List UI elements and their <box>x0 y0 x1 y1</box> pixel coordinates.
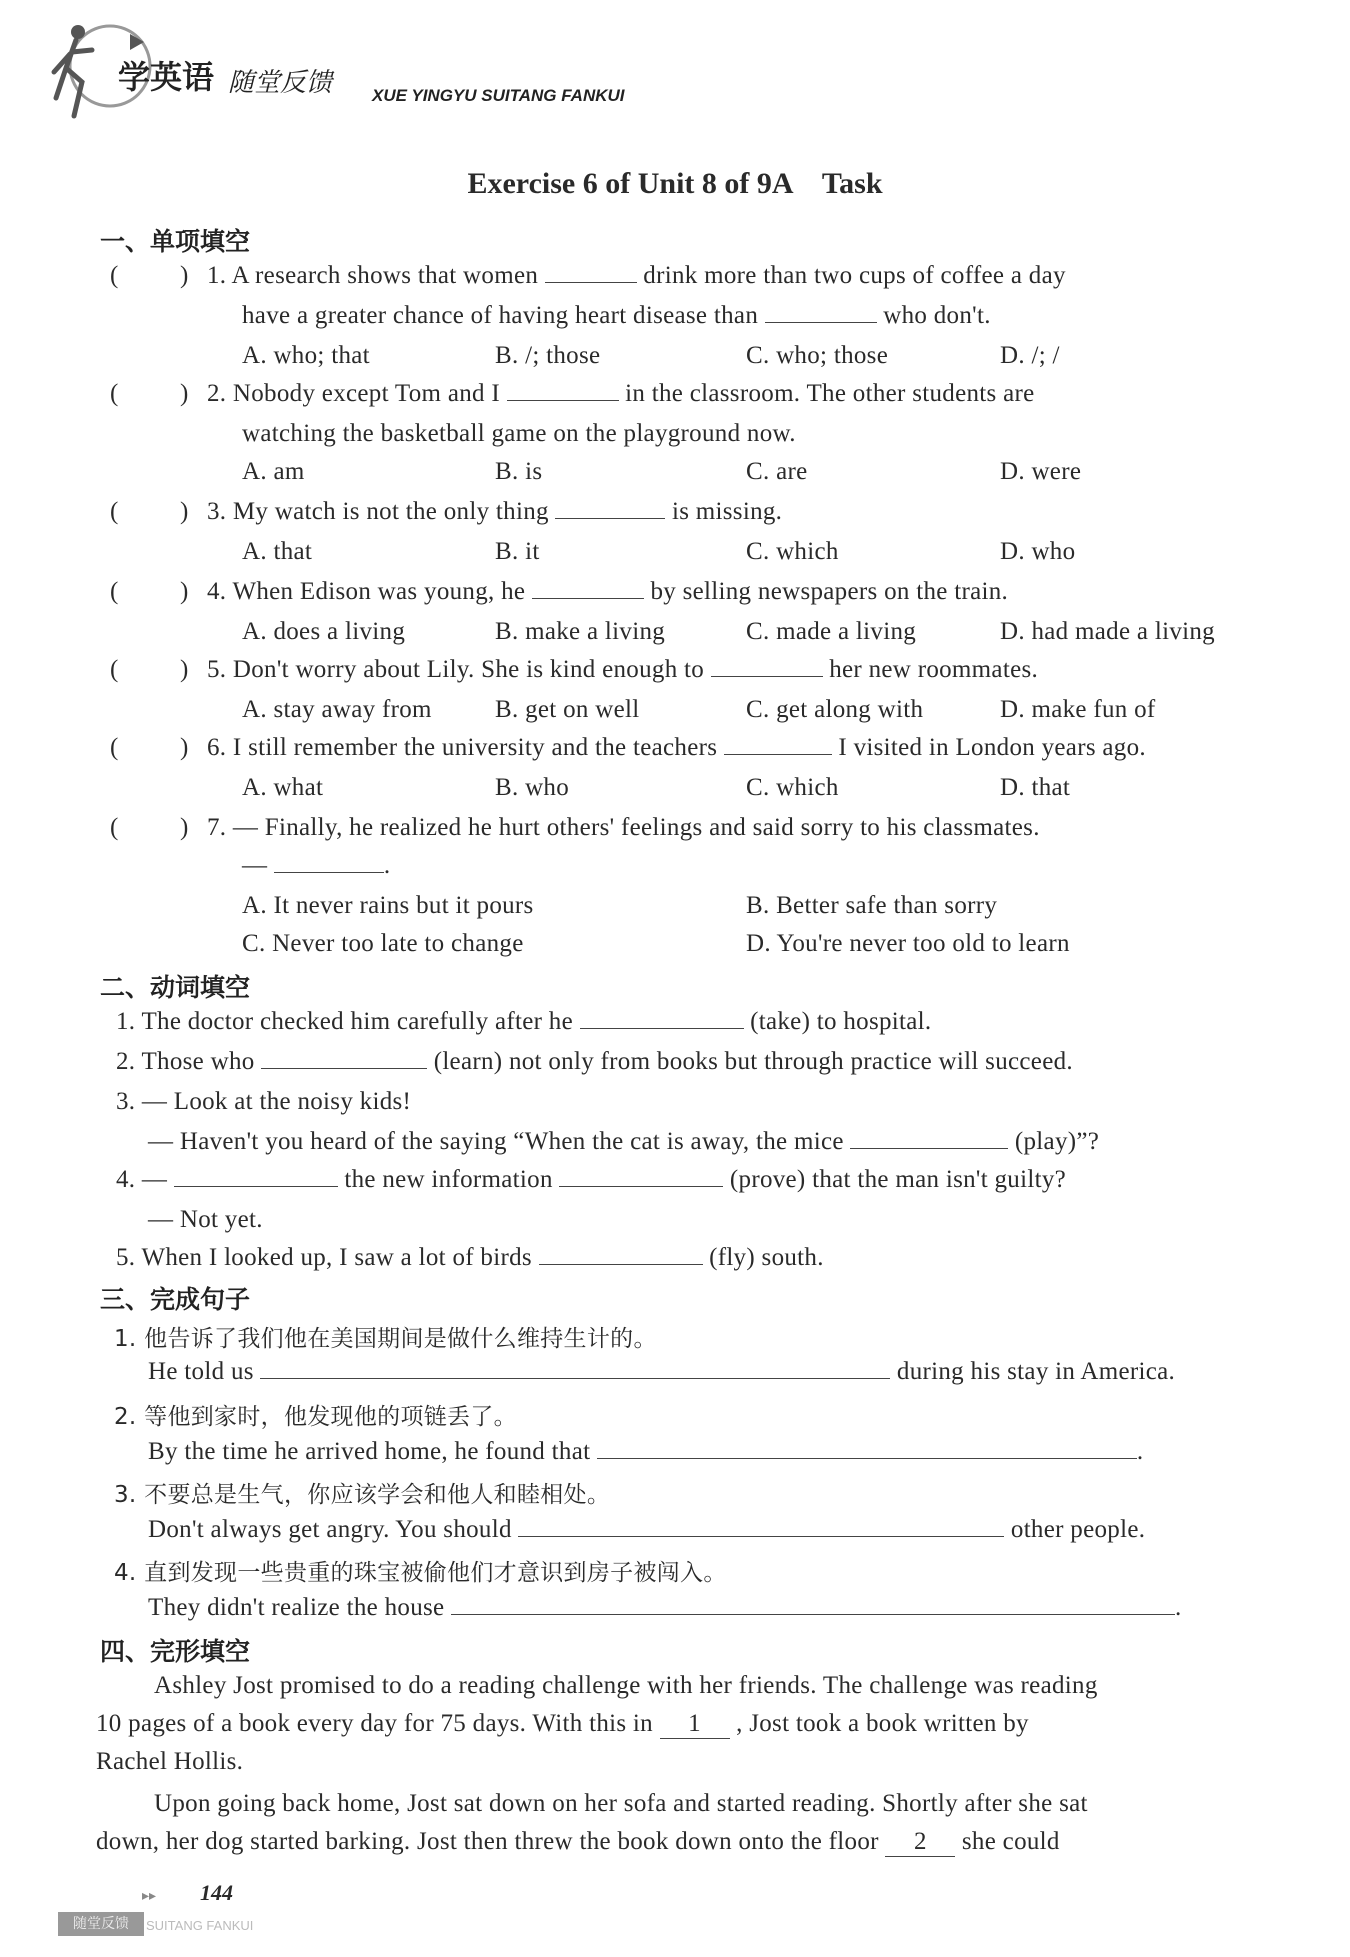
question-7: 7. — Finally, he realized he hurt others' feelings and said sorry to his classmates. <box>207 814 1040 841</box>
option-c: C. made a living <box>746 618 917 645</box>
option-d: D. were <box>1000 458 1082 485</box>
sentence-2-en: By the time he arrived home, he found that . <box>148 1438 1144 1465</box>
cloze-line-4: Upon going back home, Jost sat down on her sofa and started reading. Shortly after she sat <box>154 1790 1088 1817</box>
sentence-1-en: He told us during his stay in America. <box>148 1358 1176 1385</box>
question-1-cont: have a greater chance of having heart disease than who don't. <box>242 302 991 329</box>
blank[interactable] <box>545 281 637 283</box>
section-heading-sentences: 三、完成句子 <box>100 1285 251 1314</box>
option-a: A. stay away from <box>242 696 432 723</box>
option-a: A. that <box>242 538 313 565</box>
answer-paren: ( <box>110 814 119 841</box>
option-d: D. You're never too old to learn <box>746 930 1070 957</box>
option-c: C. get along with <box>746 696 924 723</box>
option-d: D. make fun of <box>1000 696 1156 723</box>
option-d: D. had made a living <box>1000 618 1215 645</box>
question-6: 6. I still remember the university and the teachers I visited in London years ago. <box>207 734 1146 761</box>
option-c: C. which <box>746 538 839 565</box>
header-title-en: XUE YINGYU SUITANG FANKUI <box>372 86 625 105</box>
cloze-blank-1[interactable]: 1 <box>660 1710 730 1739</box>
footer-label-en: SUITANG FANKUI <box>146 1918 254 1933</box>
sentence-3-cn: 3. 不要总是生气，你应该学会和他人和睦相处。 <box>114 1482 611 1508</box>
answer-paren: ) <box>180 262 189 289</box>
answer-paren: ) <box>180 578 189 605</box>
option-b: B. get on well <box>495 696 640 723</box>
blank[interactable] <box>274 871 384 873</box>
answer-paren: ( <box>110 262 119 289</box>
page-number: 144 <box>200 1880 233 1905</box>
answer-paren: ) <box>180 656 189 683</box>
verb-item-3: 3. — Look at the noisy kids! <box>116 1088 412 1115</box>
question-3: 3. My watch is not the only thing is missing. <box>207 498 783 525</box>
blank[interactable] <box>507 399 619 401</box>
answer-paren: ( <box>110 656 119 683</box>
section-heading-mc: 一、单项填空 <box>100 227 251 256</box>
verb-item-4: 4. — the new information (prove) that the man isn't guilty? <box>116 1166 1067 1193</box>
option-a: A. does a living <box>242 618 406 645</box>
option-c: C. who; those <box>746 342 889 369</box>
option-b: B. Better safe than sorry <box>746 892 998 919</box>
option-b: B. /; those <box>495 342 601 369</box>
header-title-cn: 学英语 <box>118 58 215 96</box>
blank[interactable] <box>711 675 823 677</box>
answer-paren: ) <box>180 814 189 841</box>
option-c: C. Never too late to change <box>242 930 524 957</box>
option-b: B. it <box>495 538 540 565</box>
answer-paren: ( <box>110 578 119 605</box>
option-d: D. /; / <box>1000 342 1060 369</box>
blank[interactable] <box>261 1067 427 1069</box>
blank[interactable] <box>597 1457 1137 1459</box>
blank[interactable] <box>559 1185 723 1187</box>
blank[interactable] <box>765 321 877 323</box>
cloze-line-2: 10 pages of a book every day for 75 days. With this in 1 , Jost took a book written by <box>96 1710 1029 1737</box>
cloze-blank-2[interactable]: 2 <box>885 1828 955 1857</box>
blank[interactable] <box>532 597 644 599</box>
cloze-line-5: down, her dog started barking. Jost then threw the book down onto the floor 2 she could <box>96 1828 1060 1855</box>
blank[interactable] <box>174 1185 338 1187</box>
option-b: B. is <box>495 458 543 485</box>
blank[interactable] <box>451 1613 1175 1615</box>
question-7-reply: — . <box>242 852 391 879</box>
option-a: A. what <box>242 774 324 801</box>
blank[interactable] <box>518 1535 1004 1537</box>
verb-item-3-cont: — Haven't you heard of the saying “When the cat is away, the mice (play)”? <box>148 1128 1100 1155</box>
answer-paren: ( <box>110 498 119 525</box>
option-b: B. make a living <box>495 618 666 645</box>
cloze-line-1: Ashley Jost promised to do a reading challenge with her friends. The challenge was reading <box>154 1672 1098 1699</box>
blank[interactable] <box>580 1027 744 1029</box>
verb-item-5: 5. When I looked up, I saw a lot of birds (fly) south. <box>116 1244 824 1271</box>
answer-paren: ) <box>180 380 189 407</box>
section-heading-verbs: 二、动词填空 <box>100 973 251 1002</box>
option-b: B. who <box>495 774 570 801</box>
option-a: A. It never rains but it pours <box>242 892 534 919</box>
blank[interactable] <box>724 753 832 755</box>
sentence-1-cn: 1. 他告诉了我们他在美国期间是做什么维持生计的。 <box>114 1326 657 1352</box>
blank[interactable] <box>539 1263 703 1265</box>
option-c: C. are <box>746 458 808 485</box>
option-c: C. which <box>746 774 839 801</box>
verb-item-1: 1. The doctor checked him carefully after he (take) to hospital. <box>116 1008 932 1035</box>
blank[interactable] <box>555 517 665 519</box>
verb-item-2: 2. Those who (learn) not only from books but through practice will succeed. <box>116 1048 1073 1075</box>
option-a: A. who; that <box>242 342 370 369</box>
answer-paren: ( <box>110 734 119 761</box>
sentence-4-cn: 4. 直到发现一些贵重的珠宝被偷他们才意识到房子被闯入。 <box>114 1560 727 1586</box>
footer-arrow-icon: ▸▸ <box>142 1889 157 1904</box>
blank[interactable] <box>260 1377 890 1379</box>
question-5: 5. Don't worry about Lily. She is kind enough to her new roommates. <box>207 656 1039 683</box>
verb-item-4-cont: — Not yet. <box>148 1206 263 1233</box>
question-4: 4. When Edison was young, he by selling newspapers on the train. <box>207 578 1009 605</box>
footer-label-cn: 随堂反馈 <box>58 1912 144 1936</box>
blank[interactable] <box>850 1147 1008 1149</box>
question-2: 2. Nobody except Tom and I in the classroom. The other students are <box>207 380 1035 407</box>
option-a: A. am <box>242 458 305 485</box>
answer-paren: ) <box>180 498 189 525</box>
option-d: D. who <box>1000 538 1076 565</box>
answer-paren: ) <box>180 734 189 761</box>
answer-paren: ( <box>110 380 119 407</box>
sentence-4-en: They didn't realize the house . <box>148 1594 1182 1621</box>
cloze-line-3: Rachel Hollis. <box>96 1748 244 1775</box>
sentence-2-cn: 2. 等他到家时，他发现他的项链丢了。 <box>114 1404 517 1430</box>
question-2-cont: watching the basketball game on the playground now. <box>242 420 796 447</box>
question-1: 1. A research shows that women drink more than two cups of coffee a day <box>207 262 1066 289</box>
section-heading-cloze: 四、完形填空 <box>100 1637 251 1666</box>
header-subtitle-cn: 随堂反馈 <box>228 68 333 98</box>
page-title: Exercise 6 of Unit 8 of 9A Task <box>467 167 883 200</box>
sentence-3-en: Don't always get angry. You should other people. <box>148 1516 1146 1543</box>
option-d: D. that <box>1000 774 1071 801</box>
